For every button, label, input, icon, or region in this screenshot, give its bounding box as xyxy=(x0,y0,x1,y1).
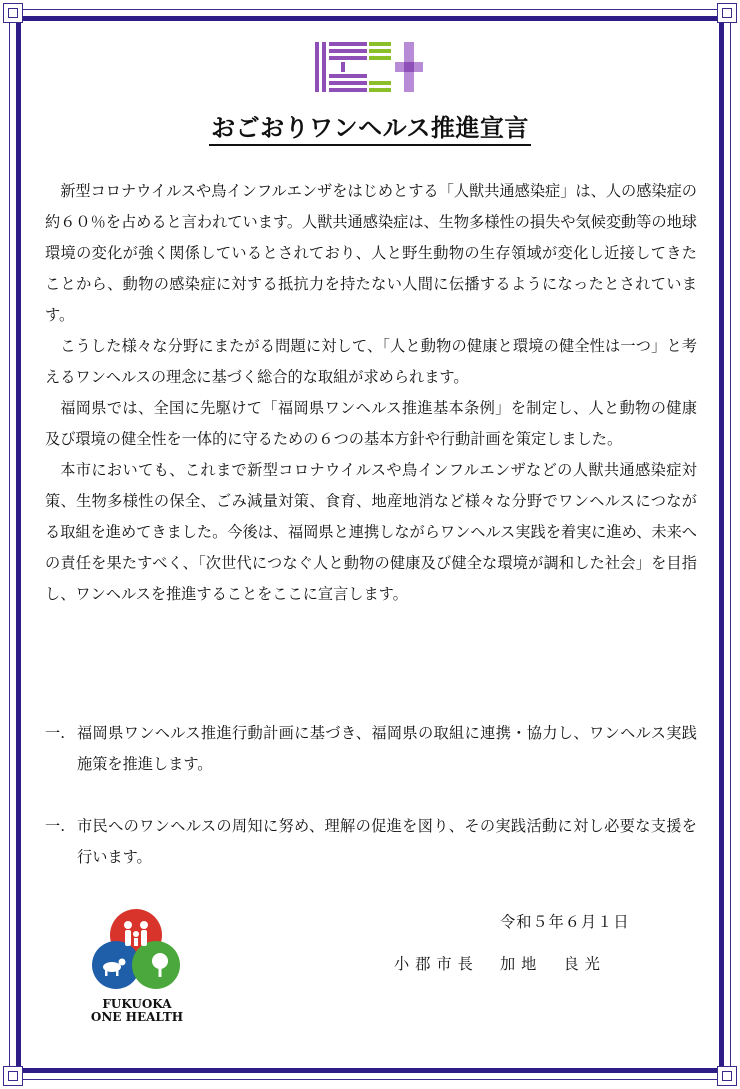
declaration-body xyxy=(45,176,697,610)
declaration-paragraph: 福岡県では、全国に先駆けて「福岡県ワンヘルス推進基本条例」を制定し、人と動物の健康及び環境の健全性を一体的に守るための６つの基本方針や行動計画を策定しました。 xyxy=(45,399,697,448)
frame-corner-ornament xyxy=(717,1066,737,1086)
frame-corner-ornament xyxy=(717,3,737,23)
pledge-item xyxy=(45,811,697,873)
pledge-text: 福岡県ワンヘルス推進行動計画に基づき、福岡県の取組に連携・協力し、ワンヘルス実践施策を推進します。 xyxy=(77,724,697,773)
one-health-logo-line2: ONE HEALTH xyxy=(90,1010,184,1024)
frame-corner-ornament xyxy=(3,3,23,23)
pledge-text: 市民へのワンヘルスの周知に努め、理解の促進を図り、その実践活動に対し必要な支援を行います。 xyxy=(77,817,697,866)
declaration-paragraph: 新型コロナウイルスや鳥インフルエンザをはじめとする「人獣共通感染症」は、人の感染症の約６０％を占めると言われています。人獣共通感染症は、生物多様性の損失や気候変動等の地球環境の変化が強く関係しているとされており、人と野生動物の生存領域が変化し近接してきたことから、動物の感染症に対する抵抗力を持たない人間に伝播するようになったとされています。 xyxy=(45,182,697,324)
pledge-item xyxy=(45,718,697,780)
pledge-list xyxy=(45,718,697,904)
ogori-city-stripe-logo-icon xyxy=(311,38,427,98)
pledge-mark: 一. xyxy=(45,817,66,835)
signer-name: 小郡市長 加地 良光 xyxy=(394,955,606,973)
pledge-mark: 一. xyxy=(45,724,66,742)
declaration-paragraph: 本市においても、これまで新型コロナウイルスや鳥インフルエンザなどの人獣共通感染症対策、生物多様性の保全、ごみ減量対策、食育、地産地消など様々な分野でワンヘルスにつながる取組を進めてきました。今後は、福岡県と連携しながらワンヘルス実践を着実に進め、未来への責任を果たすべく、「次世代につなぐ人と動物の健康及び健全な環境が調和した社会」を目指し、ワンヘルスを推進することをここに宣言します。 xyxy=(45,461,697,603)
fukuoka-one-health-logo-icon xyxy=(82,905,192,1025)
page-title-text: おごおりワンヘルス推進宣言 xyxy=(209,113,531,146)
page-title xyxy=(0,108,740,143)
one-health-logo-line1: FUKUOKA xyxy=(102,997,172,1011)
frame-corner-ornament xyxy=(3,1066,23,1086)
declaration-date: 令和５年６月１日 xyxy=(500,913,630,931)
declaration-paragraph: こうした様々な分野にまたがる問題に対して、「人と動物の健康と環境の健全性は一つ」と考えるワンヘルスの理念に基づく総合的な取組が求められます。 xyxy=(45,337,697,386)
